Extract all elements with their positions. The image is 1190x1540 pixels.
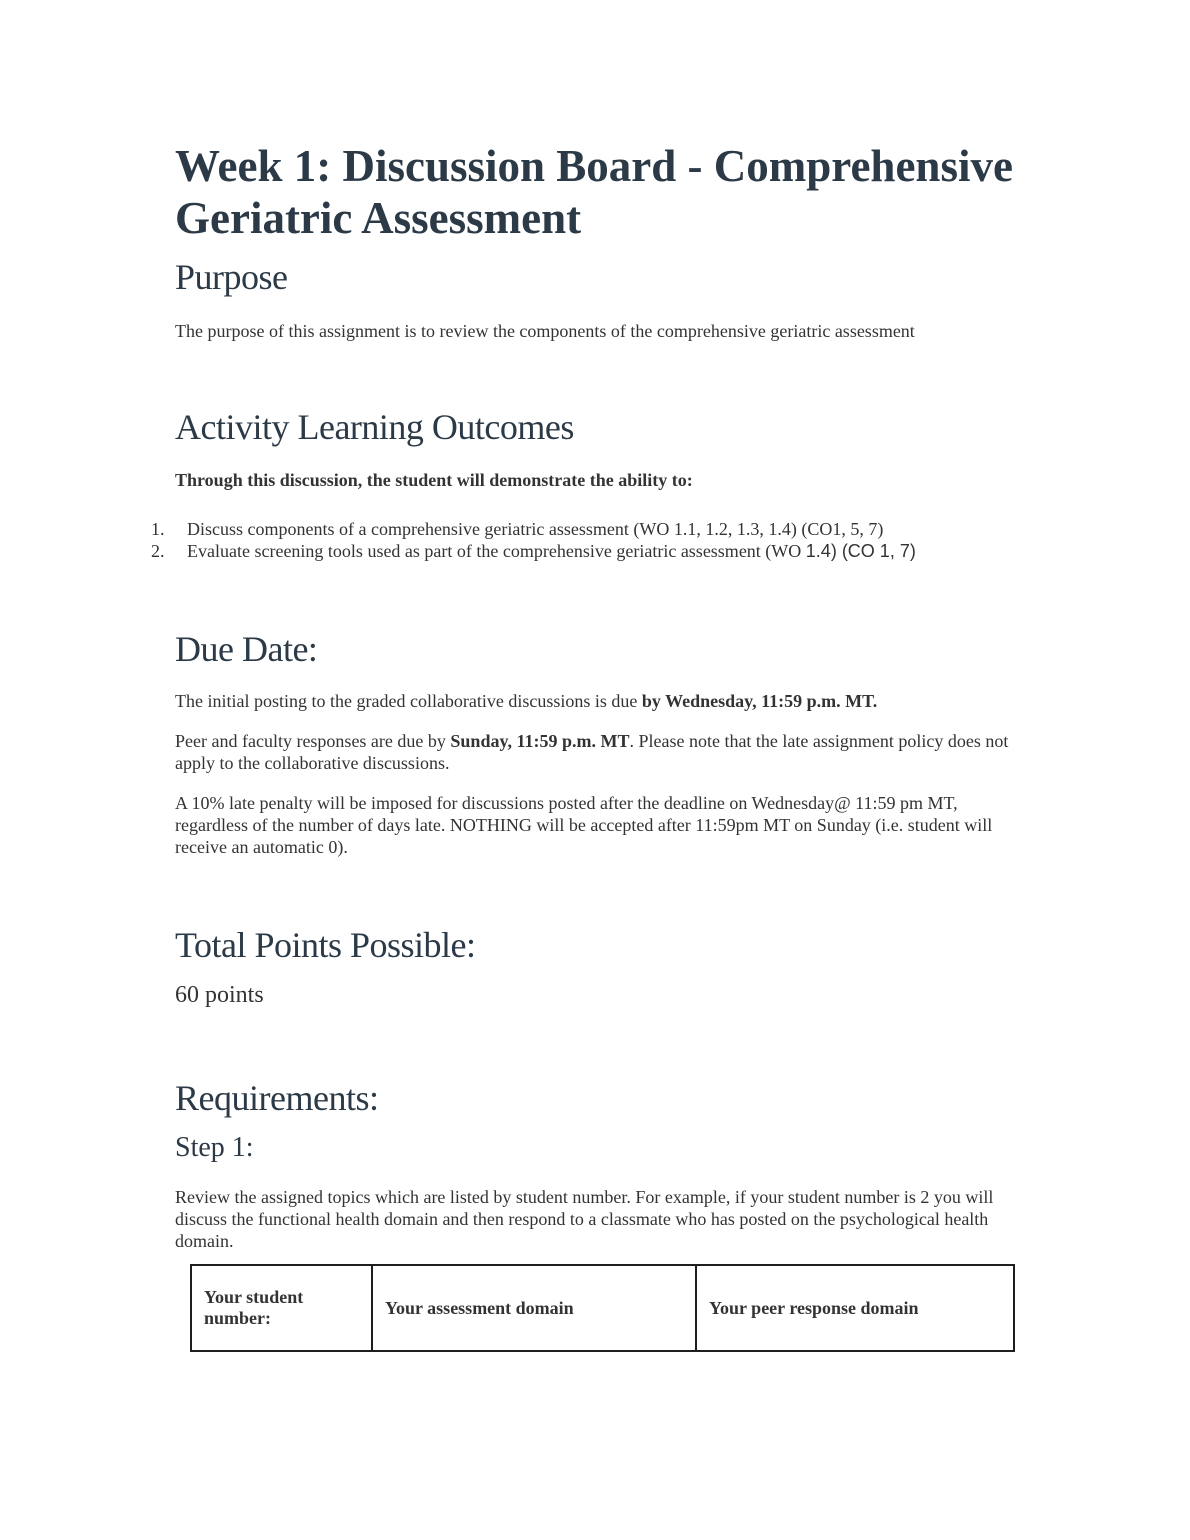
student-number-header: Your student number:: [191, 1265, 372, 1351]
due-peer-prefix: Peer and faculty responses are due by: [175, 731, 451, 751]
domain-table: [190, 1264, 1015, 1352]
points-heading: Total Points Possible:: [175, 925, 476, 965]
outcomes-heading: Activity Learning Outcomes: [175, 407, 574, 447]
outcome-text: Evaluate screening tools used as part of the comprehensive geriatric assessment (WO: [187, 541, 806, 561]
due-peer-deadline: Sunday, 11:59 p.m. MT: [450, 731, 630, 751]
purpose-heading: Purpose: [175, 257, 288, 297]
requirements-heading: Requirements:: [175, 1078, 379, 1118]
outcomes-list: [140, 518, 1020, 562]
list-number: 2.: [151, 541, 165, 561]
step-heading: Step 1:: [175, 1132, 254, 1163]
purpose-text: The purpose of this assignment is to review the components of the comprehensive geriatric assessment: [175, 321, 915, 341]
list-item: [140, 540, 1020, 562]
due-initial-deadline: by Wednesday, 11:59 p.m. MT.: [641, 691, 878, 711]
due-date-heading: Due Date:: [175, 629, 318, 669]
table-header-row: [191, 1265, 1014, 1351]
list-number: 1.: [151, 519, 165, 539]
outcome-tail: 1.4) (CO 1, 7): [805, 541, 916, 561]
outcomes-intro: Through this discussion, the student will demonstrate the ability to:: [175, 470, 693, 490]
peer-response-domain-header: Your peer response domain: [696, 1265, 1014, 1351]
page-title: Week 1: Discussion Board - Comprehensive Geriatric Assessment: [175, 141, 1013, 243]
points-value: 60 points: [175, 982, 264, 1008]
outcome-text: Discuss components of a comprehensive geriatric assessment (WO 1.1, 1.2, 1.3, 1.4) (CO1, 5, 7): [187, 519, 884, 539]
list-item: [140, 518, 1020, 540]
requirements-text: Review the assigned topics which are listed by student number. For example, if your student number is 2 you will discuss the functional health domain and then respond to a classmate who has posted on the psychological health domain.: [175, 1187, 994, 1251]
due-peer-responses: [175, 730, 1020, 774]
late-penalty-text: A 10% late penalty will be imposed for discussions posted after the deadline on Wednesday@ 11:59 pm MT, regardless of the number of days late. NOTHING will be accepted after 11:59pm MT on Sunday (i.e. student will receive an automatic 0).: [175, 793, 993, 857]
due-initial-prefix: The initial posting to the graded collaborative discussions is due: [175, 691, 642, 711]
due-initial-posting: [175, 690, 1020, 712]
due-peer-suffix: . Please note that the late assignment policy does not apply to the collaborative discussions.: [175, 731, 1009, 773]
assessment-domain-header: Your assessment domain: [372, 1265, 696, 1351]
